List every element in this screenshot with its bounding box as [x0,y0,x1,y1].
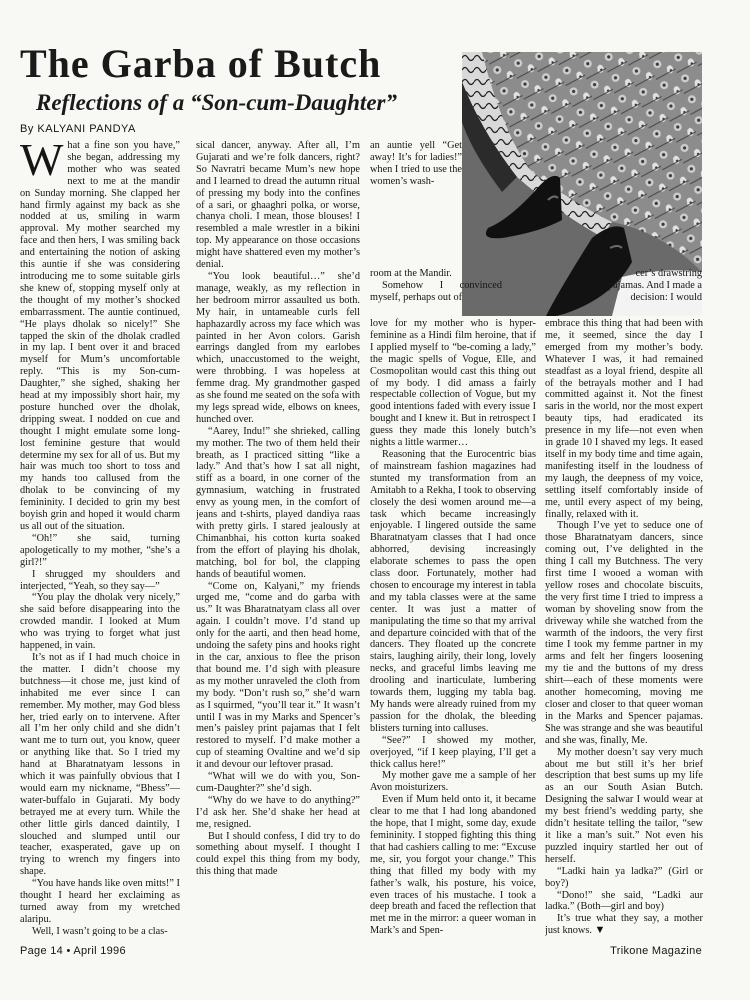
byline: By KALYANI PANDYA [20,123,136,135]
column-4-top [600,268,702,320]
paragraph: sical dancer, anyway. After all, I’m Gujarati and we’re folk dancers, right? So Navratri became Mum’s new hope and I learned to dread the autumn ritual of pressing my body into the confines of a sari, or ghaaghri polka, or worse, chanya choli. I mean, those blouses! I resembled a male wrestler in a bikini top. My appearance on those occasions might have shattered even my mother’s denial. [196,140,360,271]
paragraph: Well, I wasn’t going to be a clas- [32,925,168,936]
paragraph: “Aarey, Indu!” she shrieked, calling my mother. The two of them held their breath, as I practiced sitting “like a lady.” And that’s how I sat all night, stiff as a board, in one corner of the gymnasium, watching in frustrated envy as young men, in the comfort of jeans and t-shirts, played dandiya raas with pretty girls. I stared jealously at Chimanbhai, his cotton kurta soaked from the effort of playing his dholak, matching, bol for bol, the clapping hands of beautiful women. [196,425,360,580]
drop-cap: W [20,140,64,185]
article-title: The Garba of Butch [20,41,382,86]
paragraph: “What will we do with you, Son-cum-Daughter?” she’d sigh. [196,771,360,794]
column-3 [370,318,536,936]
paragraph: “Ladki hain ya ladka?” (Girl or boy?) [545,865,703,889]
paragraph: But I should confess, I did try to do something about myself. I thought I could expel this thing from my body, this thing that made [196,830,360,878]
column-1 [20,140,180,936]
paragraph: “Oh!” she said, turning apologetically to my mother, “she’s a girl?!” [20,532,180,568]
paragraph: Though I’ve yet to seduce one of those Bharatnatyam dancers, since coming out, I’ve delighted in the thing I call my Butchness. The very first time I wooed a woman with yellow roses and chocolate biscuits, the very first time I tried to impress a woman by shoveling snow from the driveway while she watched from the warmth of the indoors, the very first time I took my femme partner in my arms and felt her fingers loosening my tie and the buttons of my dress shirt—each of these moments were another homecoming, moving me closer and closer to that queer woman in the Marks and Spencer pajamas. She was strange and she was beautiful and she was, finally, Me. [545,520,703,746]
column-3-top [370,140,462,270]
paragraph: hat a fine son you have,” she began, addressing my mother who was seated next to me at the mandir on Sunday morning. She clapped her hand firmly against my back as she nodded at us, smiling in warm approval. My mother searched my face and then hers, I was smiling back and entertaining the notion of asking this auntie if she was considering introducing me to some suitable girls she knew of, stopping myself only at the thought of my mother’s shocked embarrassment. The auntie continued, “He plays dholak so nicely!” She tapped the skin of the dholak cradled in my lap. I bent over it and braced myself for Mum’s uncomfortable reply. “This is my Son-cum-Daughter,” she sighed, shaking her head at my impossibly short hair, my posture hunched over the dholak, dripping sweat. I nodded on cue and thought I might emulate some long-lost feminine gesture that would determine my sex for all of us. But my hair was much too short to toss and my hands too callused from the dholak to be convincing of my femininity. I decided to grin my best boyish grin and hoped it would charm us all out of the situation. [20,140,180,532]
paragraph: an auntie yell “Get away! It’s for ladies!” when I tried to use the women’s wash- [370,140,462,187]
paragraph: cer’s drawstring pajamas. And I made a decision: I would [607,268,702,303]
article-subtitle: Reflections of a “Son-cum-Daughter” [36,90,397,115]
paragraph: It’s not as if I had much choice in the matter. I didn’t choose my butchness—it chose me, just kind of inhabited me ever since I can remember. My mother, may God bless her, tried early on to intervene. After all I’m her only child and she didn’t want me to turn out, you know, queer or anything like that. So I tried my hand at Bharatnatyam lessons in which it was painfully obvious that I would earn my nickname, “Bhess”—water-buffalo in Gujarati. My body betrayed me at every turn. While the other little girls danced daintily, I slouched and slumped until our teacher, exasperated, gave up on trying to wrench my fingers into shape. [20,651,180,878]
paragraph: Somehow I convinced myself, perhaps out of [370,279,502,303]
paragraph: room at the Mandir. [370,268,452,279]
paragraph: I shrugged my shoulders and interjected, “Yeah, so they say—” [20,568,180,592]
paragraph: “You look beautiful…” she’d manage, weakly, as my reflection in her bedroom mirror assaulted us both. My hair, in untameable curls fell haphazardly across my face which was painted in her Avon colors. Garish earrings dangled from my earlobes which, unaccustomed to the weight, were throbbing. I was hopeless at femme drag. My grandmother gasped as she found me seated on the sofa with my legs spread wide, elbows on knees, hunched over. [196,270,360,425]
paragraph: love for my mother who is hyper-feminine as a Hindi film heroine, that if I applied myself to “be-coming a lady,” the magic spells of Vogue, Elle, and Cosmopolitan would cast this thing out of my body. I did amass a fairly respectable collection of Vogue, but my good intentions faded with every issue I bought and I knew it. But in retrospect I guess they made this lonely butch’s nights a little warmer… [370,318,536,449]
paragraph: My mother doesn’t say very much about me but still it’s her brief description that best sums up my life as an our South Asian Butch. Designing the salwar I would wear at my best friend’s wedding party, she didn’t hesitate telling the tailor, “sew it like a man’s suit.” Not even his puzzled inquiry startled her out of herself. [545,746,703,865]
paragraph: “See?” I showed my mother, overjoyed, “if I keep playing, I’ll get a thick callus here!” [370,734,536,770]
column-3-mid [370,268,502,320]
paragraph: “Why do we have to do anything?” I’d ask her. She’d shake her head at me, resigned. [196,794,360,830]
paragraph: It’s true what they say, a mother just knows. [545,913,703,936]
paragraph: Reasoning that the Eurocentric bias of mainstream fashion magazines had stunted my transformation from an Amitabh to a Rekha, I took to observing closely the desi women around me—a task which became increasingly enjoyable. I lingered outside the same Bharatnatyam classes that I had once abhorred, devising increasingly elaborate schemes to pass the open class door. Fortunately, mother had chosen to encourage my interest in tabla and my tabla classes were at the same center. It was just a matter of manipulating the time so that my arrival and departure coincided with that of the dancers. They floated up the concrete stairs, laughing airily, their long, lovely necks, and graceful limbs leaving me drooling and inarticulate, lumbering towards them, lugging my tabla bag. My hands were already ruined from my passion for the dholak, the bleeding blisters turning into calluses. [370,448,536,734]
paragraph: My mother gave me a sample of her Avon moisturizers. [370,770,536,794]
column-2 [196,140,360,936]
paragraph: “Dono!” she said, “Ladki aur ladka.” (Both—girl and boy) [545,889,703,913]
paragraph: Even if Mum held onto it, it became clear to me that I had long abandoned the hope, that I might, some day, exude femininity. I stopped fighting this thing that had cashiers calling to me: “Excuse me, sir, you forgot your change.” This thing that filled my body with my father’s walk, his posture, his voice, even traces of his mustache. I took a deep breath and faced the reflection that met me in the mirror: a queer woman in Mark’s and Spen- [370,794,536,936]
paragraph: “You have hands like oven mitts!” I thought I heard her exclaiming as turned away from my wretched alaripu. [20,878,180,925]
footer-page-date: Page 14 • April 1996 [20,945,126,957]
paragraph: embrace this thing that had been with me, it seemed, since the day I emerged from my mother’s body. Whatever I was, it had remained steadfast as a loyal friend, despite all of the betrayals mother and I had committed against it. Not the finest saris in the world, nor the most expert beauty tips, had eradicated its presence in my life—not even when in grade 10 I shaved my legs. It eased itself in my body time and time again, manifesting itself in the loudness of my laugh, the deepness of my voice, settling itself comfortably inside of me, until every aspect of my being, finally, relaxed with it. [545,318,703,520]
end-of-article-icon: ▼ [594,924,606,936]
column-4 [545,318,703,936]
paragraph: “Come on, Kalyani,” my friends urged me, “come and do garba with us.” It was Bharatnatyam class all over again. I couldn’t move. I’d stand up only for the aarti, and then head home, undoing the safety pins and hooks right in the car, anxious to flee the prison that bound me. I’d sigh with pleasure as my mother unraveled the cloth from my body. “Don’t rush so,” she’d warn as I squirmed, “you’ll tear it.” It wasn’t until I was in my Marks and Spencer’s men’s paisley print pajamas that I felt restored to myself. I’d make mother a cup of steaming Ovaltine and we’d sip it and devour our leftover prasad. [196,580,360,771]
paragraph: “You play the dholak very nicely,” she said before disappearing into the crowded mandir. I looked at Mum who was trying to forget what just happened, in vain. [20,592,180,652]
footer-magazine-name: Trikone Magazine [610,945,702,957]
